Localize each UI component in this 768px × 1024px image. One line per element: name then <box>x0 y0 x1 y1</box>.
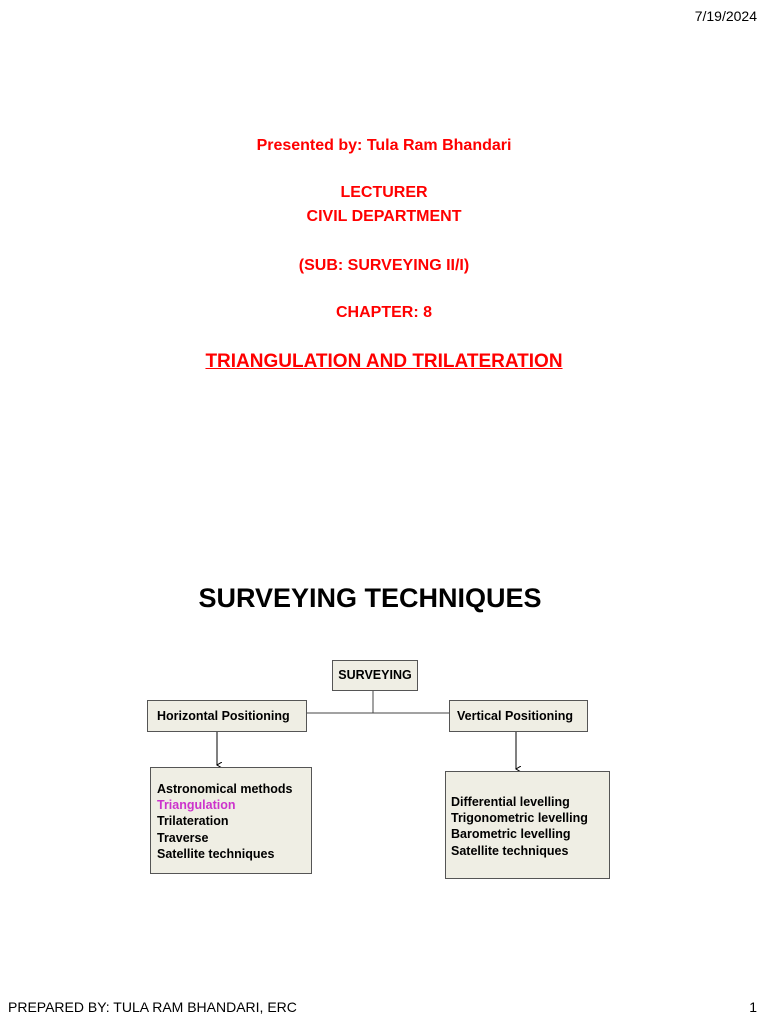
department-text: CIVIL DEPARTMENT <box>306 208 462 225</box>
chapter-title: TRIANGULATION AND TRILATERATION <box>205 351 563 372</box>
list-item: Trigonometric levelling <box>451 811 588 826</box>
surveying-node: SURVEYING <box>332 660 418 691</box>
list-item: Differential levelling <box>451 795 570 809</box>
vertical-methods-list <box>445 771 610 879</box>
list-item: Satellite techniques <box>157 846 275 861</box>
list-item: Satellite techniques <box>451 843 569 858</box>
list-item-highlighted: Triangulation <box>157 798 236 813</box>
list-item: Astronomical methods <box>157 782 293 796</box>
list-item: Traverse <box>157 830 209 845</box>
slide-date: 7/19/2024 <box>694 8 757 24</box>
horizontal-positioning-node: Horizontal Positioning <box>147 700 307 732</box>
chapter-text: CHAPTER: 8 <box>335 304 432 321</box>
horizontal-methods-list <box>150 767 312 874</box>
vertical-positioning-node: Vertical Positioning <box>449 700 588 732</box>
section-title: SURVEYING TECHNIQUES <box>198 583 542 613</box>
list-item: Trilateration <box>157 814 229 829</box>
presenter-text: Presented by: Tula Ram Bhandari <box>256 137 512 154</box>
footer-prepared-by: PREPARED BY: TULA RAM BHANDARI, ERC <box>8 999 297 1015</box>
subject-text: (SUB: SURVEYING II/I) <box>298 257 470 274</box>
role-text: LECTURER <box>340 184 428 201</box>
list-item: Barometric levelling <box>451 827 571 842</box>
page-number: 1 <box>749 999 757 1015</box>
